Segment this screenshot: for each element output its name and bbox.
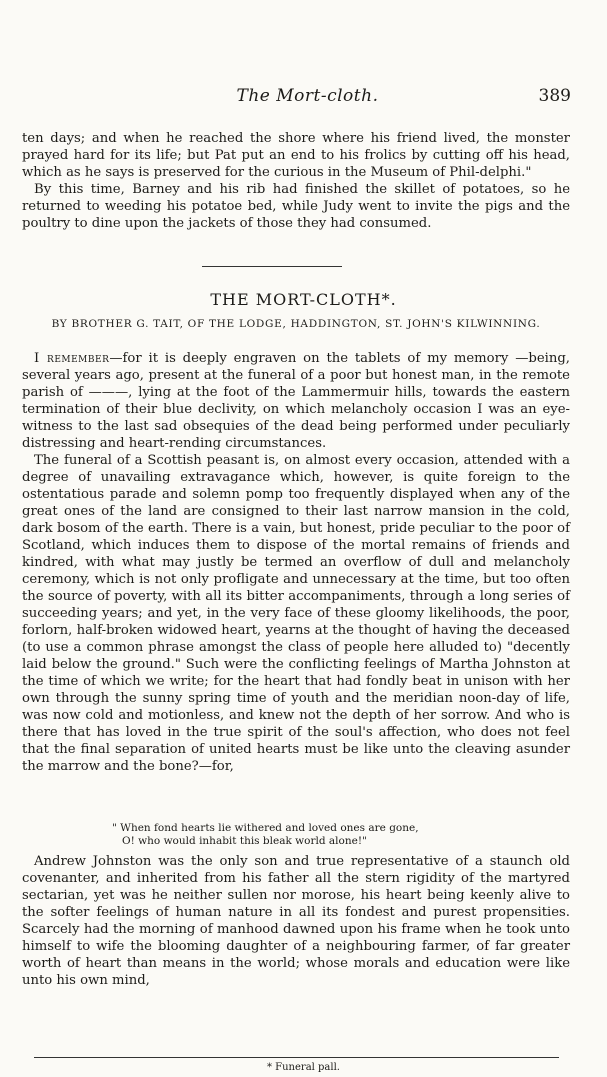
verse-line: O! who would inhabit this bleak world alone!"	[122, 835, 367, 847]
footnote-rule	[34, 1057, 559, 1058]
paragraph: Andrew Johnston was the only son and true representative of a staunch old covenanter, and inherited from his father all the stern rigidity of the martyred sectarian, yet was he neither sullen nor morose, his heart being keenly alive to the softer feelings of human nature in all its fondest and purest propensities. Scarcely had the morning of manhood dawned upon his frame when he took unto himself to wife the blooming daughter of a neighbouring farmer, of far greater worth of heart than means in the world; whose morals and education were like unto his own mind,	[22, 854, 570, 988]
article-body	[22, 350, 570, 775]
paragraph: The funeral of a Scottish peasant is, on almost every occasion, attended with a degree of unavailing extravagance which, however, is quite foreign to the ostentatious parade and solemn pomp too frequently displayed when any of the great ones of the land are consigned to their last narrow mansion in the cold, dark bosom of the earth. There is a vain, but honest, pride peculiar to the poor of Scotland, which induces them to dispose of the mortal remains of friends and kindred, with what may justly be termed an overflow of dull and melancholy ceremony, which is not only profligate and unnecessary at the time, but too often the source of poverty, with all its bitter accompaniments, through a long series of succeeding years; and yet, in the very face of these gloomy likelihoods, the poor, forlorn, half-broken widowed heart, yearns at the thought of having the deceased (to use a common phrase amongst the class of people here alluded to) "decently laid below the ground." Such were the conflicting feelings of Martha Johnston at the time of which we write; for the heart that had fondly beat in unison with her own through the sunny spring time of youth and the meridian noon-day of life, was now cold and motionless, and knew not the depth of her sorrow. And who is there that has loved in the true spirit of the soul's affection, who does not feel that the final separation of united hearts must be like unto the cleaving asunder the marrow and the bone?—for,	[22, 453, 570, 774]
running-title: The Mort-cloth.	[236, 86, 379, 106]
page-number: 389	[538, 86, 571, 106]
paragraph: By this time, Barney and his rib had finished the skillet of potatoes, so he returned to weeding his potatoe bed, while Judy went to invite the pigs and the poultry to dine upon the jackets of those they had consumed.	[22, 182, 570, 231]
paragraph-text: —for it is deeply engraven on the tablets of my memory —being, several years ago, present at the funeral of a poor but honest man, in the remote parish of ———, lying at the foot of the Lammermuir hills, towards the eastern termination of their blue declivity, on which melancholy occasion I was an eye-witness to the last sad obsequies of the dead being performed under peculiarly distressing and heart-rending circumstances.	[22, 351, 570, 451]
article-body-continued	[22, 853, 570, 989]
footnote: * Funeral pall.	[267, 1062, 340, 1073]
page-header	[44, 86, 571, 110]
section-divider	[202, 266, 342, 267]
paragraph	[22, 350, 570, 452]
paragraph: ten days; and when he reached the shore where his friend lived, the monster prayed hard for its life; but Pat put an end to his frolics by cutting off his head, which as he says is preserved for the curious in the Museum of Phil-delphi."	[22, 131, 570, 180]
verse-quote	[112, 822, 492, 848]
previous-article-ending	[22, 130, 570, 232]
article-byline: BY BROTHER G. TAIT, OF THE LODGE, HADDINGTON, ST. JOHN'S KILWINNING.	[51, 318, 541, 330]
opening-word: I remember	[34, 351, 110, 366]
article-title: THE MORT-CLOTH*.	[210, 290, 397, 309]
verse-line: " When fond hearts lie withered and loved ones are gone,	[112, 822, 419, 834]
